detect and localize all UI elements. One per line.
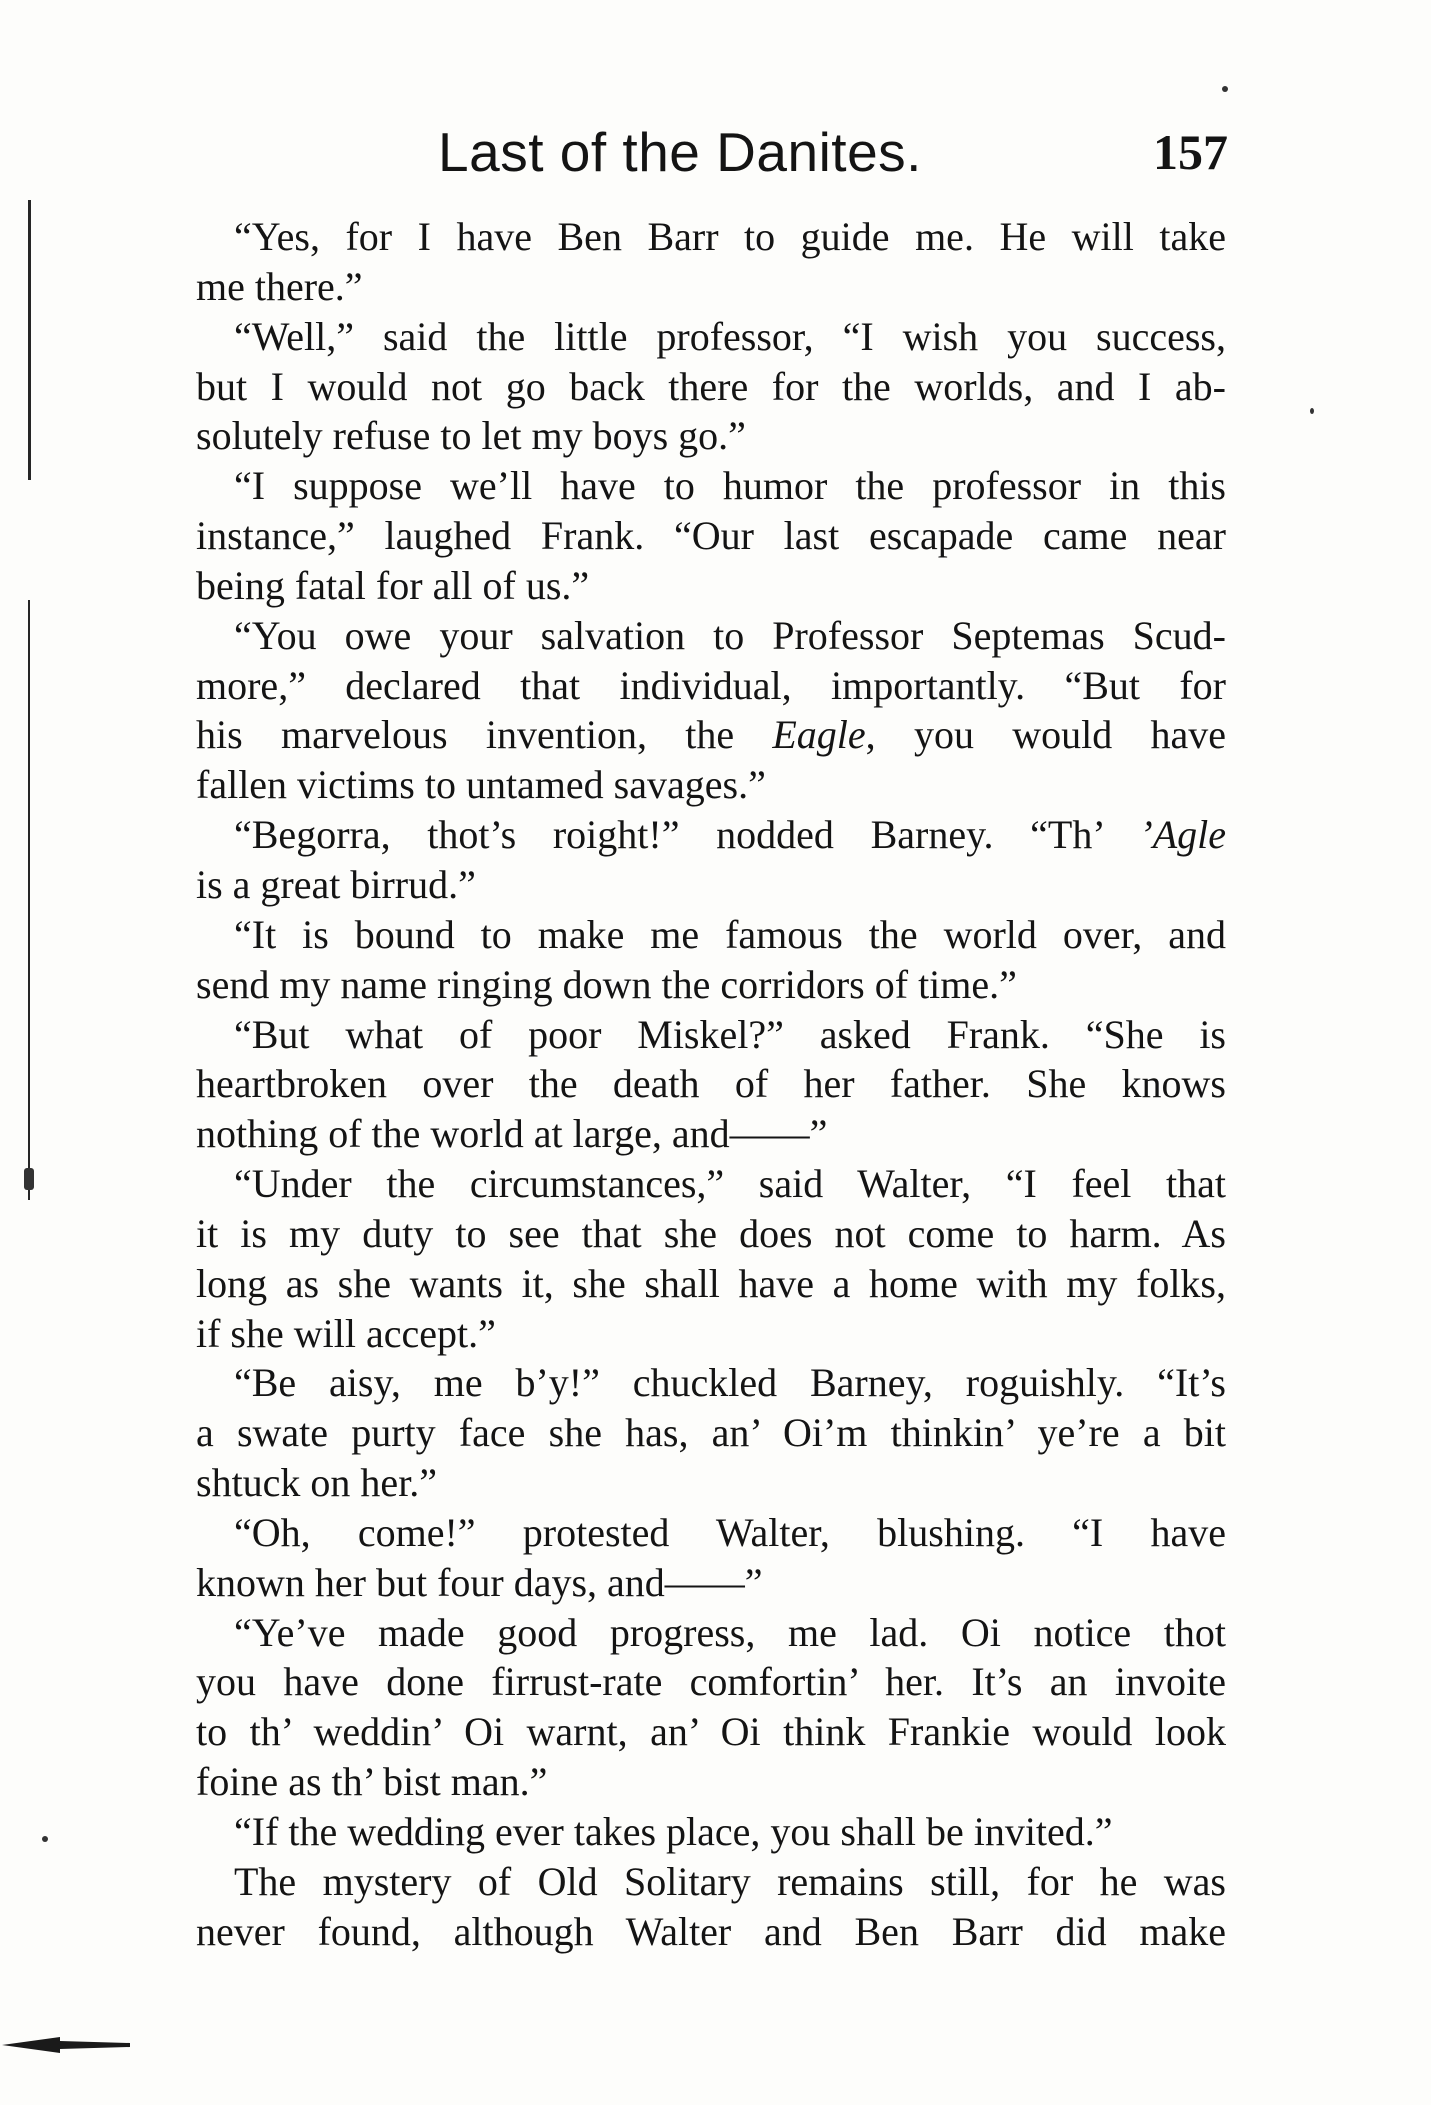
text-line: “If the wedding ever takes place, you shall be invited.” [234, 1809, 1113, 1854]
text-line: never found, although Walter and Ben Barr did make [196, 1908, 1226, 1954]
text-line: known her but four days, and——” [196, 1559, 763, 1605]
speck [1222, 86, 1228, 92]
text-line: long as she wants it, she shall have a home with my folks, [196, 1260, 1226, 1306]
text-line: instance,” laughed Frank. “Our last escapade came near [196, 513, 1226, 559]
italic-ship-name: ’Agle [1139, 812, 1226, 858]
text-line: foine as th’ bist man.” [196, 1759, 548, 1805]
text-line: “Yes, for I have Ben Barr to guide me. He will take [234, 214, 1226, 259]
margin-scan-line-2 [28, 600, 30, 1200]
speck [42, 1836, 48, 1842]
text-line: if she will accept.” [196, 1310, 496, 1356]
text-line: his marvelous invention, the Eagle, you would have [196, 712, 1226, 758]
margin-mark [24, 1168, 34, 1190]
text-line: more,” declared that individual, importantly. “But for [196, 662, 1226, 708]
text-line: “It is bound to make me famous the world over, and [234, 911, 1226, 957]
text-line: nothing of the world at large, and——” [196, 1111, 828, 1157]
text-line: it is my duty to see that she does not come to harm. As [196, 1210, 1226, 1256]
text-line: “Ye’ve made good progress, me lad. Oi notice thot [234, 1609, 1226, 1655]
running-title: Last of the Danites. [438, 121, 922, 183]
text-line: is a great birrud.” [196, 861, 476, 907]
text-line: being fatal for all of us.” [196, 562, 590, 608]
text-line: solutely refuse to let my boys go.” [196, 413, 746, 459]
text-line: The mystery of Old Solitary remains still, for he was [234, 1858, 1226, 1904]
text-line: “Well,” said the little professor, “I wish you success, [234, 313, 1226, 359]
text-line: a swate purty face she has, an’ Oi’m thinkin’ ye’re a bit [196, 1410, 1226, 1456]
speck [1310, 408, 1314, 414]
page-number: 157 [1153, 124, 1228, 180]
text-line: me there.” [196, 263, 363, 309]
page-header [196, 112, 1236, 192]
margin-scan-line-1 [28, 200, 31, 480]
text-line: “Oh, come!” protested Walter, blushing. “I have [234, 1509, 1226, 1555]
text-line: “Begorra, thot’s roight!” nodded Barney. “Th’ ’Agle [234, 812, 1226, 858]
text-line: “You owe your salvation to Professor Septemas Scud- [234, 612, 1226, 658]
text-line: to th’ weddin’ Oi warnt, an’ Oi think Frankie would look [196, 1709, 1226, 1755]
italic-ship-name: Eagle [772, 712, 866, 758]
text-line: you have done firrust-rate comfortin’ her. It’s an invoite [196, 1659, 1226, 1705]
arrow-mark-icon [0, 2025, 140, 2065]
text-line: heartbroken over the death of her father. She knows [196, 1061, 1226, 1107]
text-line: “I suppose we’ll have to humor the professor in this [234, 463, 1226, 509]
text-line: “But what of poor Miskel?” asked Frank. “She is [234, 1011, 1226, 1057]
text-line: shtuck on her.” [196, 1460, 438, 1506]
text-body [196, 212, 1226, 1957]
text-line: fallen victims to untamed savages.” [196, 762, 766, 808]
text-line: send my name ringing down the corridors of time.” [196, 961, 1017, 1007]
text-line: “Under the circumstances,” said Walter, “I feel that [234, 1161, 1226, 1207]
text-line: “Be aisy, me b’y!” chuckled Barney, roguishly. “It’s [234, 1360, 1226, 1406]
text-line: but I would not go back there for the worlds, and I ab- [196, 363, 1226, 409]
